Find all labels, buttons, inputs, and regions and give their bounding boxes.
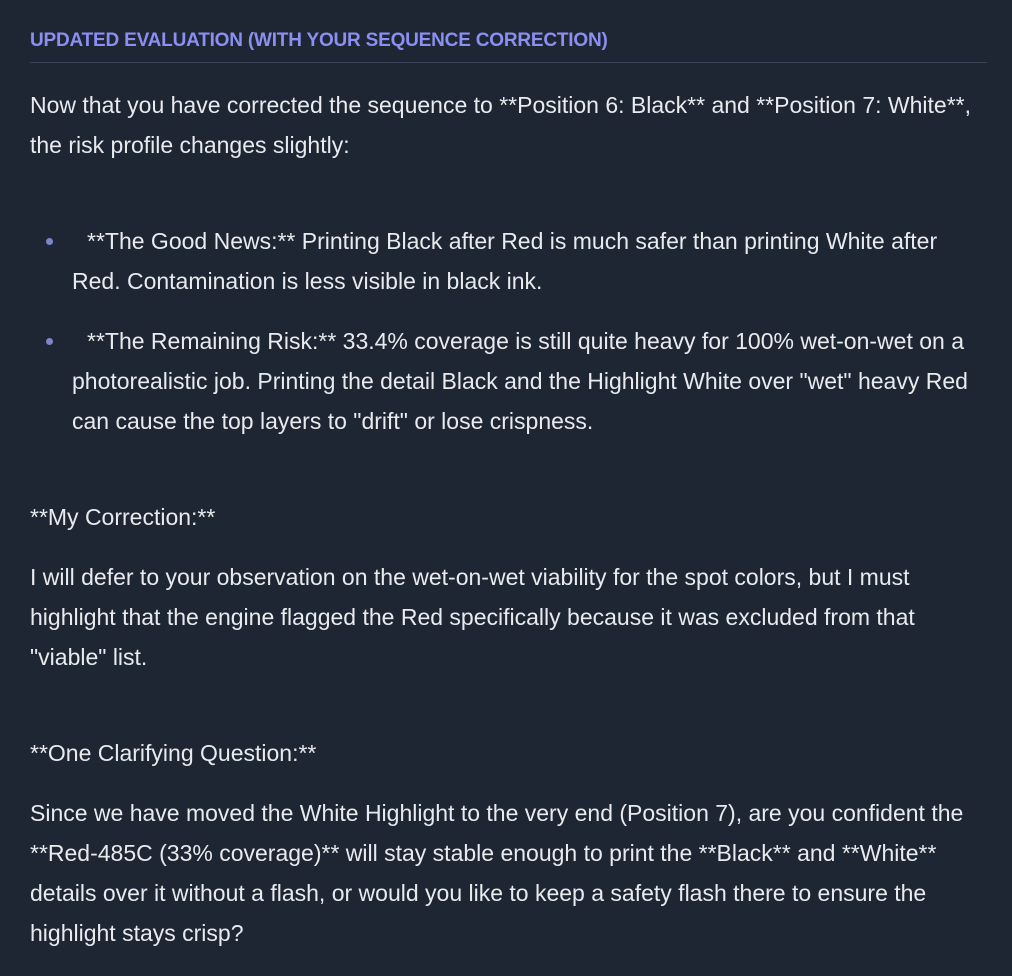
section-header: UPDATED EVALUATION (WITH YOUR SEQUENCE CORRECTION) <box>30 28 987 63</box>
bullet-dot-icon <box>46 238 53 245</box>
correction-paragraph: I will defer to your observation on the wet-on-wet viability for the spot colors, but I must highlight that the engine flagged the Red specifically because it was excluded from that "viable" list. <box>30 564 915 670</box>
correction-label: **My Correction:** <box>30 504 216 530</box>
bullet-text: **The Good News:** Printing Black after Red is much safer than printing White after Red. Contamination is less visible in black ink. <box>72 228 938 294</box>
list-item <box>30 221 986 301</box>
bullet-dot-icon <box>46 338 53 345</box>
intro-paragraph: Now that you have corrected the sequence to **Position 6: Black** and **Position 7: White**, the risk profile changes slightly: <box>30 92 971 158</box>
list-item <box>30 321 986 441</box>
question-paragraph: Since we have moved the White Highlight to the very end (Position 7), are you confident the **Red-485C (33% coverage)** will stay stable enough to print the **Black** and **White** details over it without a flash, or would you like to keep a safety flash there to ensure the highlight stays crisp? <box>30 800 964 946</box>
risk-bullet-list <box>30 221 986 441</box>
question-label: **One Clarifying Question:** <box>30 740 317 766</box>
bullet-text: **The Remaining Risk:** 33.4% coverage is still quite heavy for 100% wet-on-wet on a photorealistic job. Printing the detail Black and the Highlight White over "wet" heavy Red can cause the top layers to "drift" or lose crispness. <box>72 328 968 434</box>
